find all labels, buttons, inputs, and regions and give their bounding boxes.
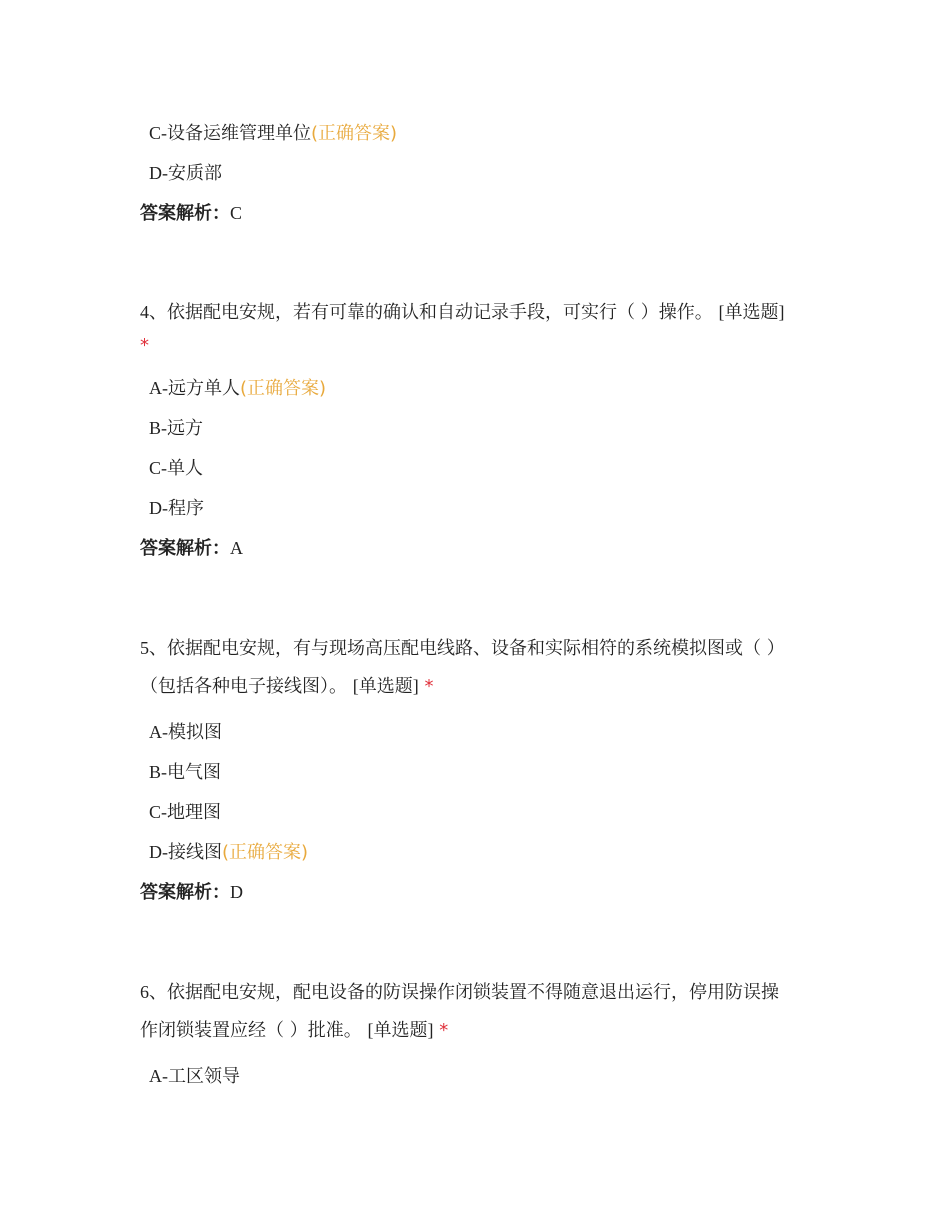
question-number: 4、 [140, 302, 167, 322]
option-letter: B [149, 762, 162, 782]
correct-answer-tag: (正确答案) [222, 842, 309, 863]
option-letter: C [149, 123, 162, 143]
analysis-value: D [230, 882, 243, 902]
q4-required-line [140, 334, 149, 358]
option-text: 接线图 [168, 842, 222, 863]
analysis-label: 答案解析： [140, 882, 230, 903]
required-mark: * [439, 1020, 449, 1041]
option-letter: C [149, 802, 162, 822]
analysis-value: A [230, 538, 243, 558]
option-text: 地理图 [167, 802, 222, 823]
option-letter: D [149, 498, 162, 518]
question-type: [单选题] [718, 302, 785, 322]
option-letter: D [149, 163, 162, 183]
q4-question-text [140, 300, 810, 325]
option-text: 远方 [167, 418, 204, 439]
correct-answer-tag: (正确答案) [240, 378, 327, 399]
q4-option-c: C-单人 [149, 458, 204, 479]
q3-option-c: C-设备运维管理单位(正确答案) [149, 123, 398, 144]
q5-option-b: B-电气图 [149, 762, 222, 783]
option-letter: A [149, 1066, 162, 1086]
q5-option-d: D-接线图(正确答案) [149, 842, 309, 863]
q6-question-text-line1 [140, 980, 810, 1005]
question-body: 依据配电安规，若有可靠的确认和自动记录手段，可实行（ ）操作。 [167, 302, 713, 323]
q5-option-c: C-地理图 [149, 802, 222, 823]
question-body-continued: （包括各种电子接线图）。 [140, 676, 347, 697]
question-body: 依据配电安规，有与现场高压配电线路、设备和实际相符的系统模拟图或（ ） [167, 638, 785, 659]
q3-option-d: D-安质部 [149, 163, 222, 184]
option-text: 模拟图 [168, 722, 222, 743]
option-letter: A [149, 378, 162, 398]
analysis-value: C [230, 203, 243, 223]
option-text: 单人 [167, 458, 204, 479]
q5-question-text-line1 [140, 636, 810, 661]
q4-option-b: B-远方 [149, 418, 204, 439]
option-text: 远方单人 [168, 378, 240, 399]
question-body-continued: 作闭锁装置应经（ ）批准。 [140, 1020, 362, 1041]
q5-option-a: A-模拟图 [149, 722, 222, 743]
option-text: 设备运维管理单位 [167, 123, 312, 144]
correct-answer-tag: (正确答案) [311, 123, 398, 144]
question-number: 5、 [140, 638, 167, 658]
option-letter: A [149, 722, 162, 742]
q6-option-a: A-工区领导 [149, 1066, 240, 1087]
q3-answer-analysis [140, 201, 242, 226]
q6-question-text-line2 [140, 1018, 810, 1043]
q4-option-a: A-远方单人(正确答案) [149, 378, 327, 399]
q5-answer-analysis [140, 880, 243, 905]
option-text: 安质部 [168, 163, 222, 184]
required-mark: * [424, 676, 434, 697]
question-number: 6、 [140, 982, 167, 1002]
option-letter: C [149, 458, 162, 478]
analysis-label: 答案解析： [140, 203, 230, 224]
option-text: 电气图 [167, 762, 222, 783]
analysis-label: 答案解析： [140, 538, 230, 559]
required-mark: * [140, 335, 149, 356]
option-text: 工区领导 [168, 1066, 240, 1087]
q5-question-text-line2 [140, 674, 810, 699]
question-type: [单选题] [352, 676, 419, 696]
option-text: 程序 [168, 498, 204, 519]
question-type: [单选题] [367, 1020, 434, 1040]
option-letter: B [149, 418, 162, 438]
q4-option-d: D-程序 [149, 498, 204, 519]
q4-answer-analysis [140, 536, 243, 561]
question-body: 依据配电安规，配电设备的防误操作闭锁装置不得随意退出运行，停用防误操 [167, 982, 779, 1003]
option-letter: D [149, 842, 162, 862]
